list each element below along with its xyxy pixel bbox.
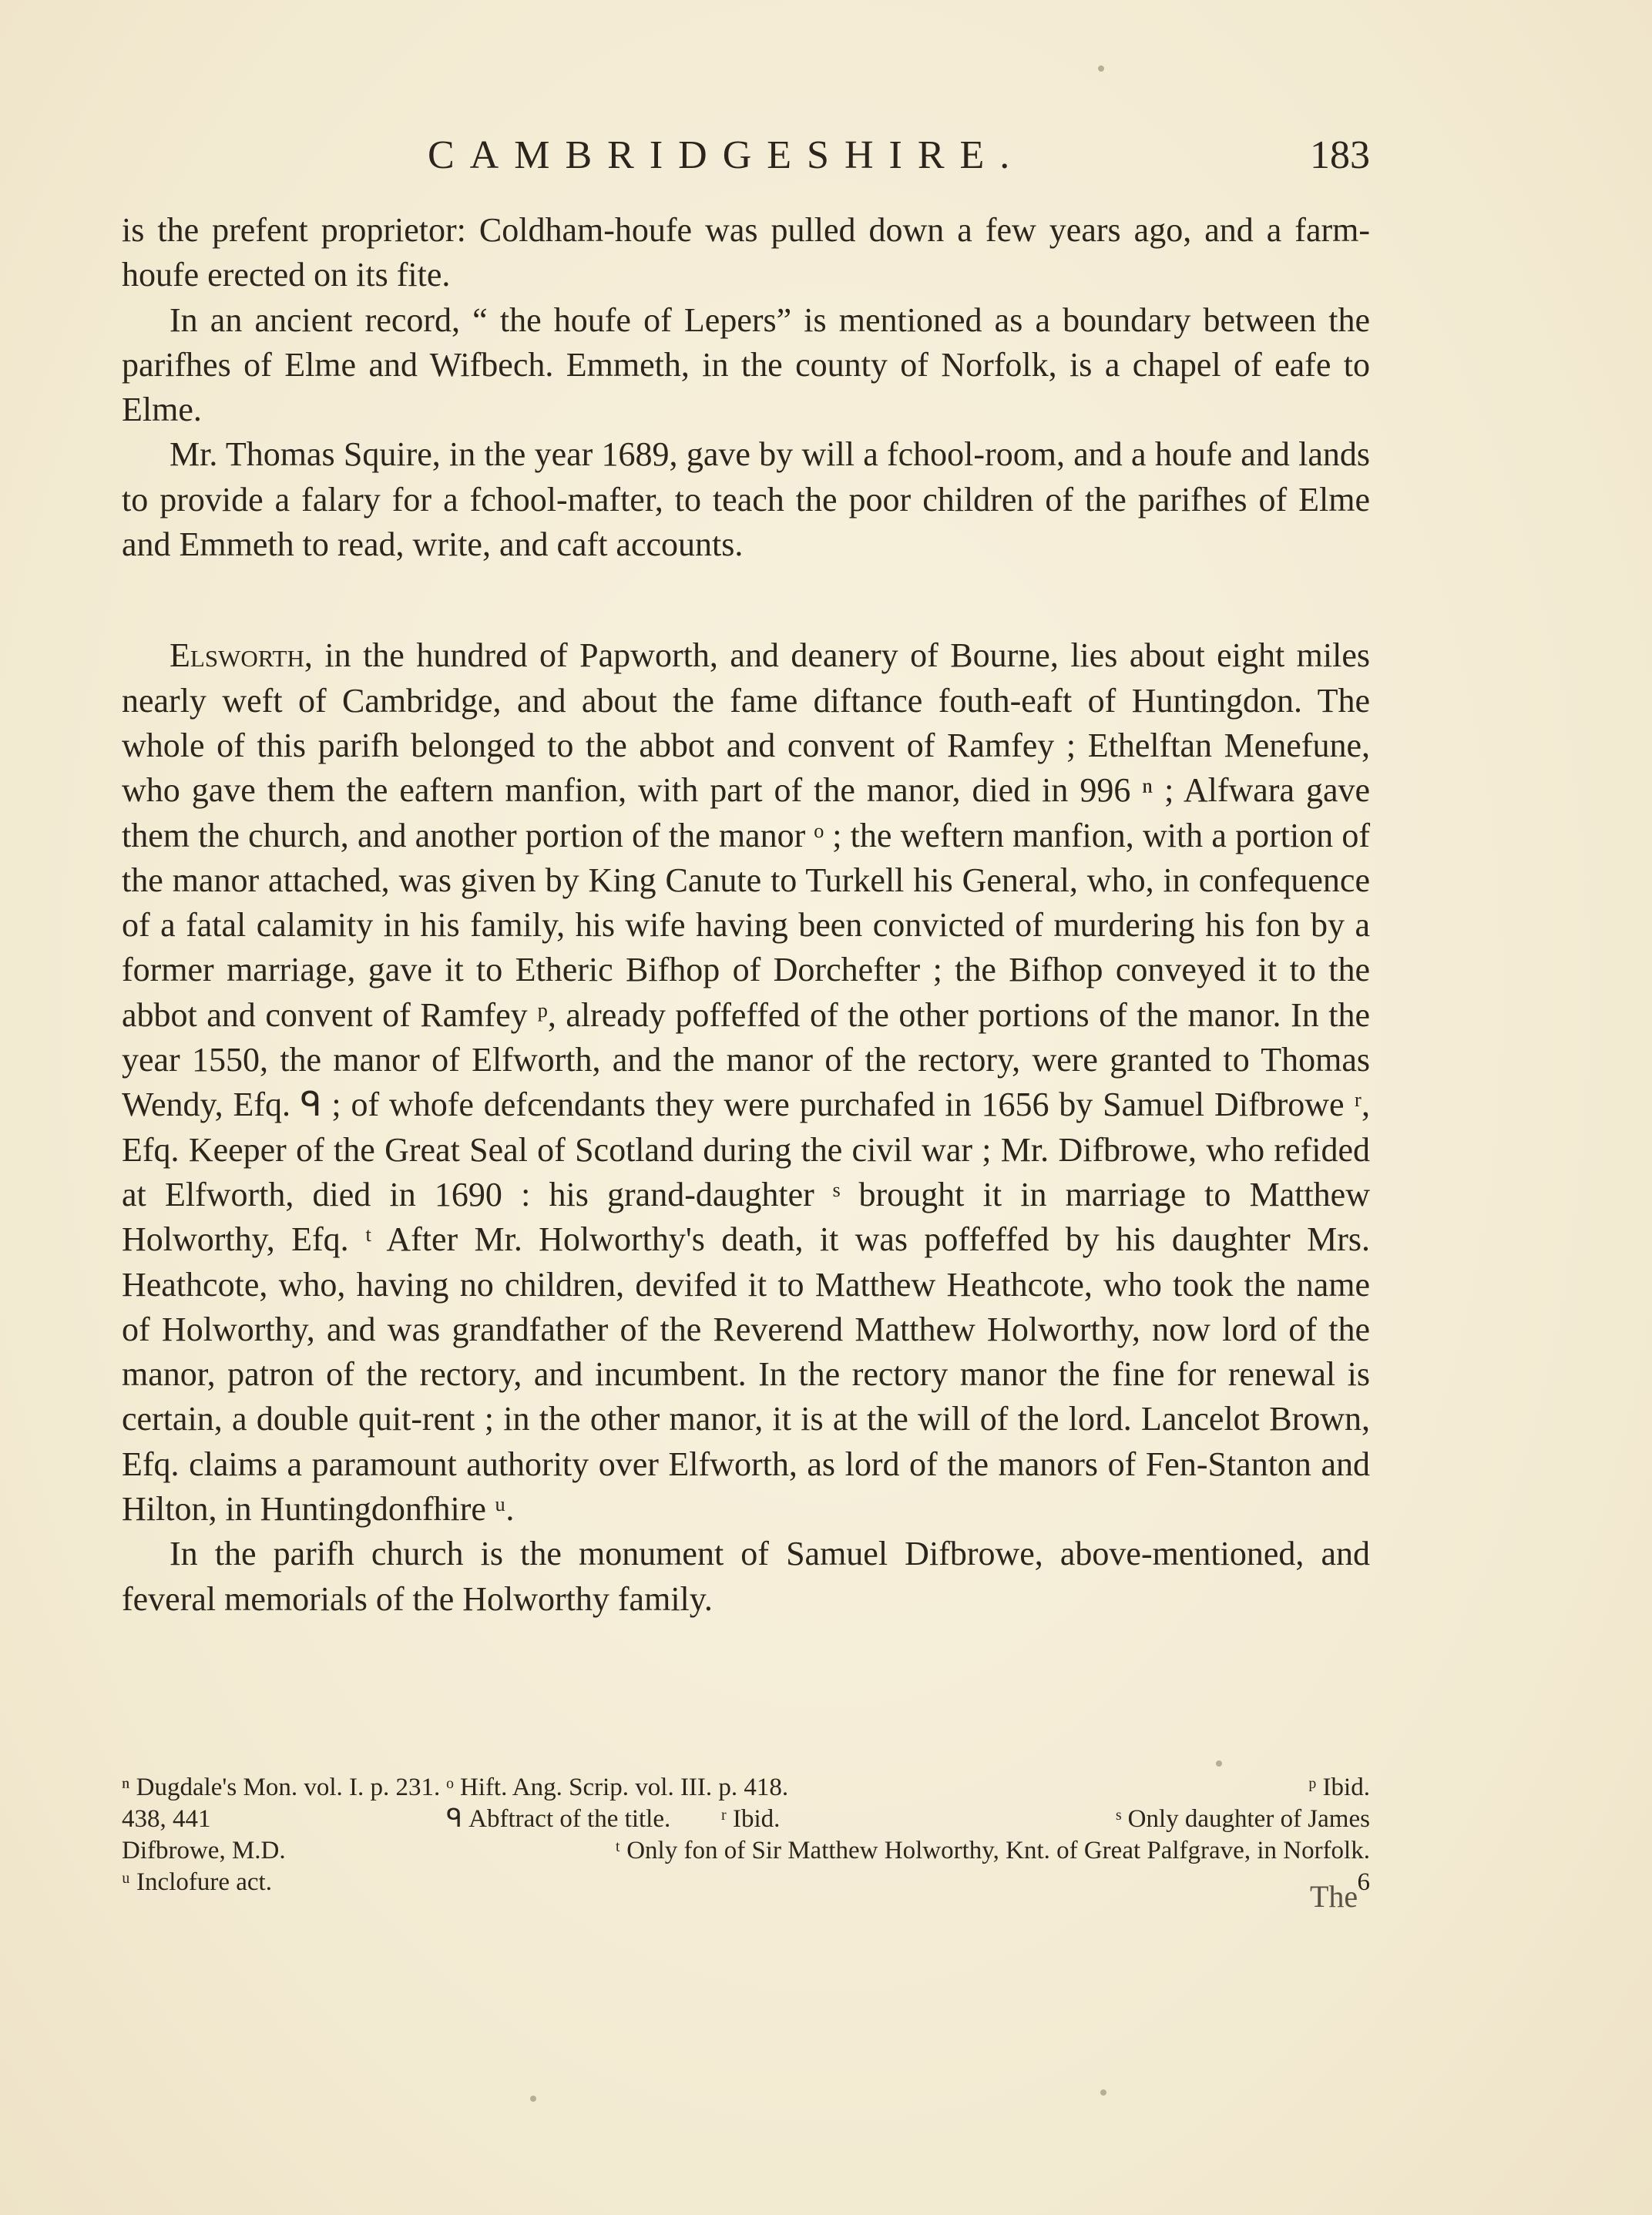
page-number: 183 [1310,133,1370,177]
paper-speck [1098,65,1104,72]
elsworth-text: in the hundred of Papworth, and deanery of Bourne, lies about eight miles nearly weft of Cambridge, and about the fame diftance fouth-eaft of Huntingdon. The whole of this parifh belonged to the abbot and convent of Ramfey ; Ethelftan Menefune, who gave them the eaftern manfion, with part of the manor, died in 996 ⁿ ; Alfwara gave them the church, and another portion of the manor ᵒ ; the weftern manfion, with a portion of the manor attached, was given by King Canute to Turkell his General, who, in confequence of a fatal calamity in his family, his wife having been convicted of murdering his fon by a former marriage, gave it to Etheric Bifhop of Dorchefter ; the Bifhop conveyed it to the abbot and convent of Ramfey ᵖ, already poffeffed of the other portions of the manor. In the year 1550, the manor of Elfworth, and the manor of the rectory, were granted to Thomas Wendy, Efq. ᑫ ; of whofe defcendants they were purchafed in 1656 by Samuel Difbrowe ʳ, Efq. Keeper of the Great Seal of Scotland during the civil war ; Mr. Difbrowe, who refided at Elfworth, died in 1690 : his grand-daughter ˢ brought it in marriage to Matthew Holworthy, Efq. ᵗ After Mr. Holworthy's death, it was poffeffed by his daughter Mrs. Heathcote, who, having no children, devifed it to Matthew Heathcote, who took the name of Holworthy, and was grandfather of the Reverend Matthew Holworthy, now lord of the manor, patron of the rectory, and incumbent. In the rectory manor the fine for renewal is certain, a double quit-rent ; in the other manor, it is at the will of the lord. Lancelot Brown, Efq. claims a paramount authority over Elfworth, as lord of the manors of Fen-Stanton and Hilton, in Huntingdonfhire ᵘ. [122,636,1370,1529]
footnotes [122,1772,1370,1898]
footnote-r: ʳ Ibid. [720,1805,781,1833]
footnote-u: ᵘ Inclofure act. [122,1868,272,1896]
footnote-row [122,1867,1370,1898]
main-text [122,208,1370,1622]
elsworth-lead-word: Elsworth, [170,636,313,675]
footnote-spacer [721,1772,1096,1804]
footnote-row [122,1772,1370,1804]
paper-speck [1100,2089,1106,2096]
paragraph-church: In the parifh church is the monument of Samuel Difbrowe, above-mentioned, and feveral memorials of the Holworthy family. [122,1535,1370,1618]
footnote-n-cont: 438, 441 [122,1805,211,1833]
footnote-s-cont: Difbrowe, M.D. [122,1837,286,1864]
running-title: CAMBRIDGESHIRE. [428,133,1026,177]
paragraph-squire: Mr. Thomas Squire, in the year 1689, gave by will a fchool-room, and a houfe and lands to provide a falary for a fchool-mafter, to teach the poor children of the parifhes of Elme and Emmeth to read, write, and caft accounts. [122,435,1370,564]
signature-mark: 6 [1357,1868,1370,1896]
paragraph-coldham: is the prefent proprietor: Coldham-houfe was pulled down a few years ago, and a farm-houfe erected on its fite. [122,211,1370,294]
footnote-row [122,1804,1370,1835]
paper-speck [1216,1760,1222,1767]
footnote-n: ⁿ Dugdale's Mon. vol. I. p. 231. [122,1774,441,1801]
paragraph-lepers: In an ancient record, “ the houfe of Lepers” is mentioned as a boundary between the parifhes of Elme and Wifbech. Emmeth, in the county of Norfolk, is a chapel of eafe to Elme. [122,300,1370,429]
paper-speck [530,2096,536,2102]
footnote-o: ᵒ Hift. Ang. Scrip. vol. III. p. 418. [446,1774,789,1801]
footnote-row [122,1835,1370,1867]
footnote-s: ˢ Only daughter of James [1116,1805,1370,1833]
footnote-t: ᵗ Only fon of Sir Matthew Holworthy, Knt. of Great Palfgrave, in Norfolk. [615,1837,1370,1864]
footnote-p: ᵖ Ibid. [1308,1774,1370,1801]
paragraph-elsworth [122,633,1370,1532]
catchword: The [1310,1879,1358,1914]
footnote-q: ᑫ Abftract of the title. [446,1805,671,1833]
